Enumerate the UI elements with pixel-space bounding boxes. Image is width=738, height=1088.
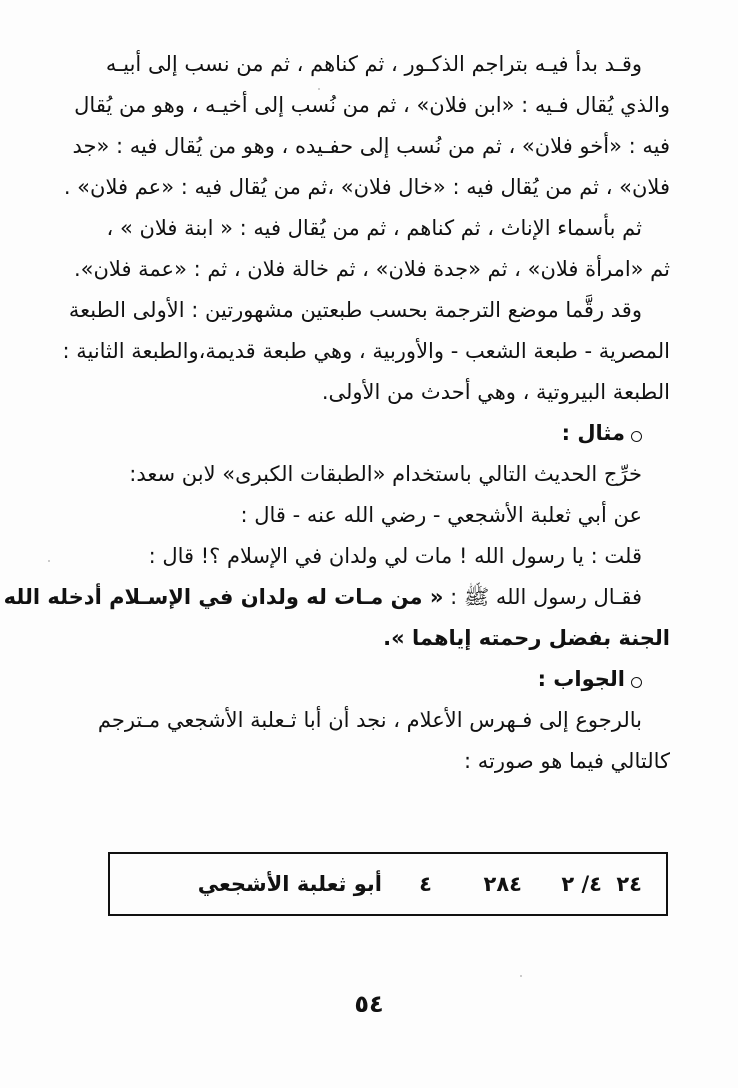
text-line: قلت : يا رسول الله ! مات لي ولدان في الإسلام ؟! قال :: [148, 544, 642, 568]
index-entry-box: [108, 852, 668, 916]
page-body: [3, 44, 670, 782]
hadith-text-continued: الجنة بفضل رحمته إياهما ».: [383, 626, 670, 650]
index-entry-number: ٢٤: [616, 872, 642, 896]
scan-speck: [318, 88, 320, 90]
text-line: ثم بأسماء الإناث ، ثم كناهم ، ثم من يُقال فيه : « ابنة فلان » ،: [106, 216, 642, 240]
paragraph-editions: [62, 290, 670, 413]
hadith-text: « من مـات له ولدان في الإسـلام أدخله الله: [3, 585, 444, 609]
answer-heading: [100, 659, 670, 700]
text-line: وقـد بدأ فيـه بتراجم الذكـور ، ثم كناهم ، ثم من نسب إلى أبيـه: [105, 52, 642, 76]
text-line: فلان» ، ثم من يُقال فيه : «خال فلان» ،ثم من يُقال فيه : «عم فلان» .: [63, 175, 670, 199]
hadith-intro: فقـال رسول الله ﷺ :: [450, 585, 642, 609]
text-line: والذي يُقال فـيه : «ابن فلان» ، ثم من نُسب إلى أخيـه ، وهو من يُقال: [74, 93, 670, 117]
example-heading-label: مثال :: [561, 421, 625, 445]
text-line: الطبعة البيروتية ، وهي أحدث من الأولى.: [321, 380, 670, 404]
hadith-line: [3, 577, 670, 618]
index-entry-page: ٢٨٤: [483, 872, 522, 896]
index-entry-name: أبو ثعلبة الأشجعي: [197, 872, 382, 896]
text-line: وقد رقَّما موضع الترجمة بحسب طبعتين مشهورتين : الأولى الطبعة: [68, 298, 642, 322]
scan-speck: [520, 975, 522, 977]
text-line: المصرية - طبعة الشعب - والأوربية ، وهي طبعة قديمة،والطبعة الثانية :: [62, 339, 670, 363]
text-line: خرِّج الحديث التالي باستخدام «الطبقات الكبرى» لابن سعد:: [129, 462, 642, 486]
text-line: كالتالي فيما هو صورته :: [464, 749, 670, 773]
paragraph-male-biographies: [63, 44, 670, 208]
text-line: فيه : «أخو فلان» ، ثم من نُسب إلى حفـيده ، وهو من يُقال فيه : «جد: [72, 134, 670, 158]
circle-bullet-icon: [631, 677, 642, 688]
example-heading: [100, 413, 670, 454]
text-line: عن أبي ثعلبة الأشجعي - رضي الله عنه - قال :: [240, 503, 642, 527]
text-line: بالرجوع إلى فـهرس الأعلام ، نجد أن أبا ثـعلبة الأشجعي مـترجم: [97, 708, 642, 732]
answer-heading-label: الجواب :: [537, 667, 625, 691]
scan-speck: [48, 560, 50, 562]
index-entry-reference: ٤/ ٢: [561, 872, 602, 896]
index-entry-volume: ٤: [419, 872, 432, 896]
text-line: ثم «امرأة فلان» ، ثم «جدة فلان» ، ثم خالة فلان ، ثم : «عمة فلان».: [73, 257, 670, 281]
paragraph-female-biographies: [73, 208, 670, 290]
circle-bullet-icon: [631, 431, 642, 442]
page-number: ٥٤: [354, 990, 384, 1018]
